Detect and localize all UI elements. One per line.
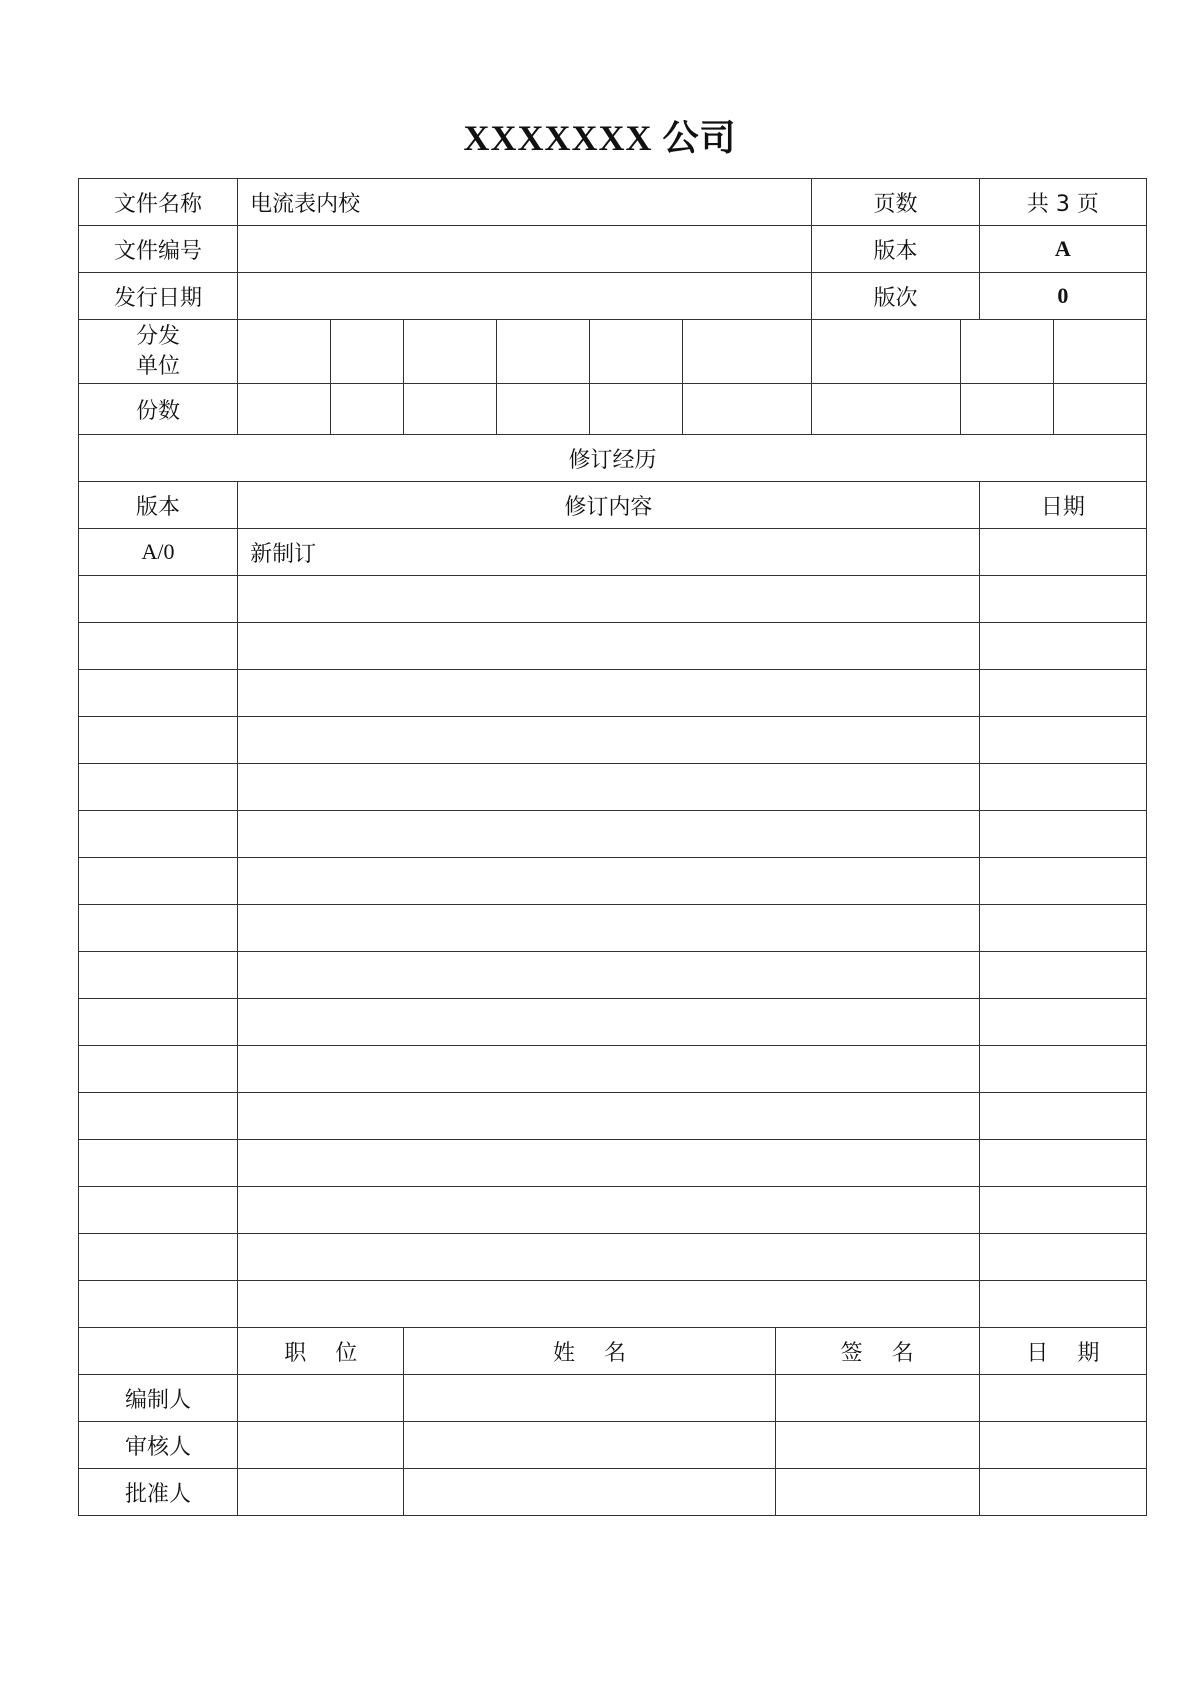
- revision-version-cell[interactable]: [79, 1093, 238, 1140]
- revision-content-cell[interactable]: [238, 999, 980, 1046]
- revision-row: [79, 999, 1147, 1046]
- date-cell[interactable]: [979, 1422, 1146, 1469]
- revision-row: [79, 1187, 1147, 1234]
- revision-row: [79, 952, 1147, 999]
- approval-corner-cell: [79, 1328, 238, 1375]
- distribution-unit-cell[interactable]: [404, 320, 497, 384]
- copies-cell[interactable]: [330, 384, 403, 435]
- revision-version-cell[interactable]: A/0: [79, 529, 238, 576]
- revision-value: 0: [979, 273, 1146, 320]
- revision-version-cell[interactable]: [79, 576, 238, 623]
- revision-content-cell[interactable]: [238, 1093, 980, 1140]
- revision-content-cell[interactable]: [238, 576, 980, 623]
- revision-row: [79, 670, 1147, 717]
- distribution-unit-cell[interactable]: [961, 320, 1054, 384]
- revision-date-cell[interactable]: [979, 764, 1146, 811]
- revision-row: [79, 811, 1147, 858]
- approval-col-name: 姓 名: [404, 1328, 775, 1375]
- revision-content-cell[interactable]: [238, 670, 980, 717]
- position-cell[interactable]: [238, 1422, 404, 1469]
- revision-content-cell[interactable]: [238, 1187, 980, 1234]
- copies-cell[interactable]: [238, 384, 331, 435]
- file-no-label: 文件编号: [79, 226, 238, 273]
- revision-col-date: 日期: [979, 482, 1146, 529]
- revision-row: [79, 529, 1147, 576]
- revision-row: [79, 764, 1147, 811]
- role-label-preparer: 编制人: [79, 1375, 238, 1422]
- revision-content-cell[interactable]: [238, 1281, 980, 1328]
- document-title: XXXXXXX 公司: [463, 118, 737, 158]
- version-label: 版本: [812, 226, 979, 273]
- revision-date-cell[interactable]: [979, 1093, 1146, 1140]
- revision-date-cell[interactable]: [979, 811, 1146, 858]
- revision-date-cell[interactable]: [979, 1046, 1146, 1093]
- revision-section-title: 修订经历: [79, 435, 1147, 482]
- distribution-unit-cell[interactable]: [238, 320, 331, 384]
- copies-cell[interactable]: [961, 384, 1054, 435]
- revision-col-content: 修订内容: [238, 482, 980, 529]
- revision-version-cell[interactable]: [79, 999, 238, 1046]
- copies-cell[interactable]: [589, 384, 682, 435]
- date-cell[interactable]: [979, 1469, 1146, 1516]
- signature-cell[interactable]: [775, 1422, 979, 1469]
- revision-row: [79, 1281, 1147, 1328]
- position-cell[interactable]: [238, 1375, 404, 1422]
- distribution-unit-cell[interactable]: [1054, 320, 1147, 384]
- signature-cell[interactable]: [775, 1469, 979, 1516]
- copies-cell[interactable]: [682, 384, 812, 435]
- position-cell[interactable]: [238, 1469, 404, 1516]
- approval-col-position: 职 位: [238, 1328, 404, 1375]
- copies-cell[interactable]: [497, 384, 590, 435]
- approval-col-signature: 签 名: [775, 1328, 979, 1375]
- distribution-unit-label-line-2: 单位: [136, 353, 181, 379]
- revision-version-cell[interactable]: [79, 905, 238, 952]
- revision-header-row: [79, 482, 1147, 529]
- version-value: A: [979, 226, 1146, 273]
- issue-date-label: 发行日期: [79, 273, 238, 320]
- name-cell[interactable]: [404, 1375, 775, 1422]
- header-row-file-name: [79, 179, 1147, 226]
- distribution-unit-cell[interactable]: [497, 320, 590, 384]
- copies-cell[interactable]: [812, 384, 961, 435]
- revision-row: [79, 905, 1147, 952]
- revision-date-cell[interactable]: [979, 576, 1146, 623]
- pages-label: 页数: [812, 179, 979, 226]
- revision-date-cell[interactable]: [979, 999, 1146, 1046]
- approval-row: [79, 1375, 1147, 1422]
- approval-row: [79, 1422, 1147, 1469]
- pages-value: 共 3 页: [979, 179, 1146, 226]
- revision-version-cell[interactable]: [79, 1281, 238, 1328]
- signature-cell[interactable]: [775, 1375, 979, 1422]
- distribution-unit-cell[interactable]: [812, 320, 961, 384]
- date-cell[interactable]: [979, 1375, 1146, 1422]
- copies-cell[interactable]: [404, 384, 497, 435]
- revision-version-cell[interactable]: [79, 670, 238, 717]
- revision-rows: [79, 529, 1147, 1328]
- name-cell[interactable]: [404, 1422, 775, 1469]
- revision-row: [79, 1046, 1147, 1093]
- revision-label: 版次: [812, 273, 979, 320]
- revision-date-cell[interactable]: [979, 858, 1146, 905]
- revision-content-cell[interactable]: [238, 623, 980, 670]
- name-cell[interactable]: [404, 1469, 775, 1516]
- revision-row: [79, 858, 1147, 905]
- revision-content-cell[interactable]: [238, 1046, 980, 1093]
- revision-row: [79, 1093, 1147, 1140]
- distribution-unit-label: [79, 320, 238, 384]
- distribution-copies-row: [79, 384, 1147, 435]
- approval-col-date: 日 期: [979, 1328, 1146, 1375]
- revision-version-cell[interactable]: [79, 858, 238, 905]
- distribution-unit-label-line-1: 分发: [136, 323, 181, 349]
- header-row-file-no: [79, 226, 1147, 273]
- file-name-label: 文件名称: [79, 179, 238, 226]
- revision-version-cell[interactable]: [79, 1140, 238, 1187]
- revision-version-cell[interactable]: [79, 811, 238, 858]
- revision-version-cell[interactable]: [79, 1234, 238, 1281]
- document-control-table: [78, 178, 1147, 1516]
- revision-row: [79, 717, 1147, 764]
- approval-row: [79, 1469, 1147, 1516]
- file-no-value[interactable]: [238, 226, 812, 273]
- revision-row: [79, 1234, 1147, 1281]
- revision-row: [79, 1140, 1147, 1187]
- approval-header-row: [79, 1328, 1147, 1375]
- revision-content-cell[interactable]: [238, 1140, 980, 1187]
- revision-section-title-row: [79, 435, 1147, 482]
- revision-date-cell[interactable]: [979, 1234, 1146, 1281]
- revision-content-cell[interactable]: [238, 1234, 980, 1281]
- revision-date-cell[interactable]: [979, 1281, 1146, 1328]
- revision-version-cell[interactable]: [79, 764, 238, 811]
- revision-content-cell[interactable]: [238, 764, 980, 811]
- revision-content-cell[interactable]: [238, 717, 980, 764]
- distribution-unit-cell[interactable]: [682, 320, 812, 384]
- revision-content-cell[interactable]: [238, 811, 980, 858]
- revision-content-cell[interactable]: [238, 858, 980, 905]
- header-row-issue-date: [79, 273, 1147, 320]
- revision-col-version: 版本: [79, 482, 238, 529]
- revision-date-cell[interactable]: [979, 717, 1146, 764]
- file-name-value[interactable]: 电流表内校: [238, 179, 812, 226]
- revision-date-cell[interactable]: [979, 1187, 1146, 1234]
- role-label-approver: 批准人: [79, 1469, 238, 1516]
- issue-date-value[interactable]: [238, 273, 812, 320]
- distribution-unit-row: [79, 320, 1147, 384]
- revision-date-cell[interactable]: [979, 670, 1146, 717]
- role-label-reviewer: 审核人: [79, 1422, 238, 1469]
- revision-content-cell[interactable]: 新制订: [238, 529, 980, 576]
- revision-version-cell[interactable]: [79, 623, 238, 670]
- revision-date-cell[interactable]: [979, 1140, 1146, 1187]
- revision-version-cell[interactable]: [79, 717, 238, 764]
- revision-row: [79, 576, 1147, 623]
- distribution-unit-cell[interactable]: [589, 320, 682, 384]
- copies-label: 份数: [79, 384, 238, 435]
- revision-date-cell[interactable]: [979, 623, 1146, 670]
- distribution-unit-cell[interactable]: [330, 320, 403, 384]
- revision-content-cell[interactable]: [238, 952, 980, 999]
- copies-cell[interactable]: [1054, 384, 1147, 435]
- revision-row: [79, 623, 1147, 670]
- revision-content-cell[interactable]: [238, 905, 980, 952]
- revision-date-cell[interactable]: [979, 952, 1146, 999]
- revision-version-cell[interactable]: [79, 1046, 238, 1093]
- revision-version-cell[interactable]: [79, 952, 238, 999]
- revision-date-cell[interactable]: [979, 905, 1146, 952]
- revision-version-cell[interactable]: [79, 1187, 238, 1234]
- revision-date-cell[interactable]: [979, 529, 1146, 576]
